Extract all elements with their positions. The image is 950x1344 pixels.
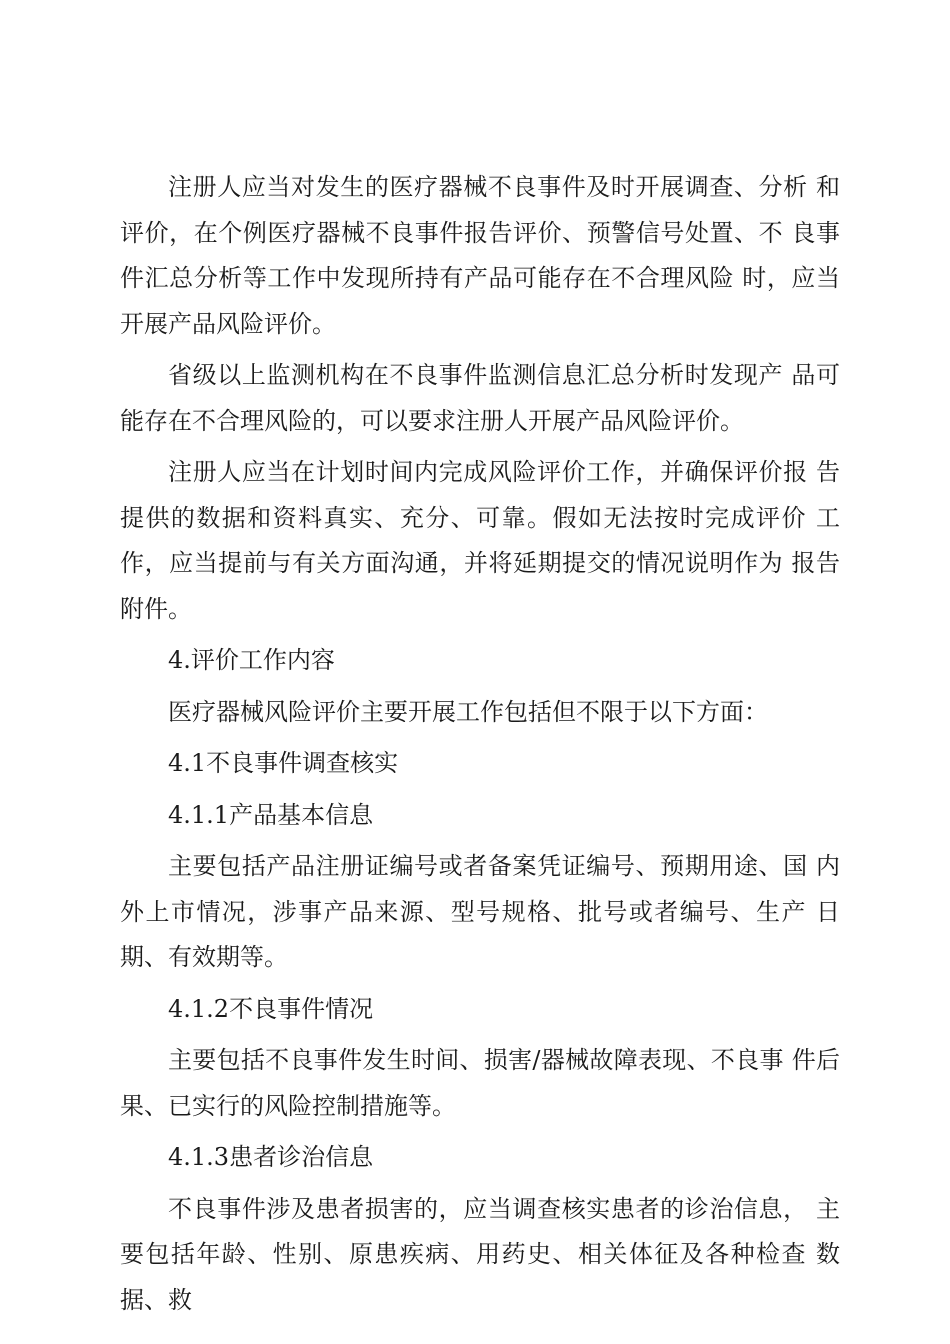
subsection-heading-4-1-1: 4.1.1产品基本信息 (168, 800, 374, 829)
subsection-heading-4-1-3: 4.1.3患者诊治信息 (168, 1143, 374, 1171)
paragraph-1: 注册人应当对发生的医疗器械不良事件及时开展调查、分析 和评价，在个例医疗器械不良事件报告评价、预警信号处置、不 良事件汇总分析等工作中发现所持有产品可能存在不合理风险 时，应当开展产品风险评价。 (120, 173, 840, 338)
paragraph-2: 省级以上监测机构在不良事件监测信息汇总分析时发现产 品可能存在不合理风险的，可以要求注册人开展产品风险评价。 (120, 361, 840, 435)
subsection-heading-4-1: 4.1不良事件调查核实 (168, 749, 399, 777)
paragraph-4: 医疗器械风险评价主要开展工作包括但不限于以下方面： (168, 697, 768, 726)
paragraph-3: 注册人应当在计划时间内完成风险评价工作，并确保评价报 告提供的数据和资料真实、充分、可靠。假如无法按时完成评价 工作，应当提前与有关方面沟通，并将延期提交的情况说明作为 报告附件。 (120, 458, 840, 623)
paragraph-7: 不良事件涉及患者损害的，应当调查核实患者的诊治信息， 主要包括年龄、性别、原患疾病、用药史、相关体征及各种检查 数据、救 (120, 1194, 840, 1314)
paragraph-5: 主要包括产品注册证编号或者备案凭证编号、预期用途、国 内外上市情况，涉事产品来源、型号规格、批号或者编号、生产 日期、有效期等。 (120, 852, 840, 971)
subsection-heading-4-1-2: 4.1.2不良事件情况 (168, 994, 374, 1023)
section-heading-4: 4.评价工作内容 (168, 646, 335, 674)
paragraph-6: 主要包括不良事件发生时间、损害/器械故障表现、不良事 件后果、已实行的风险控制措施等。 (120, 1046, 840, 1120)
document-body (120, 165, 840, 1323)
